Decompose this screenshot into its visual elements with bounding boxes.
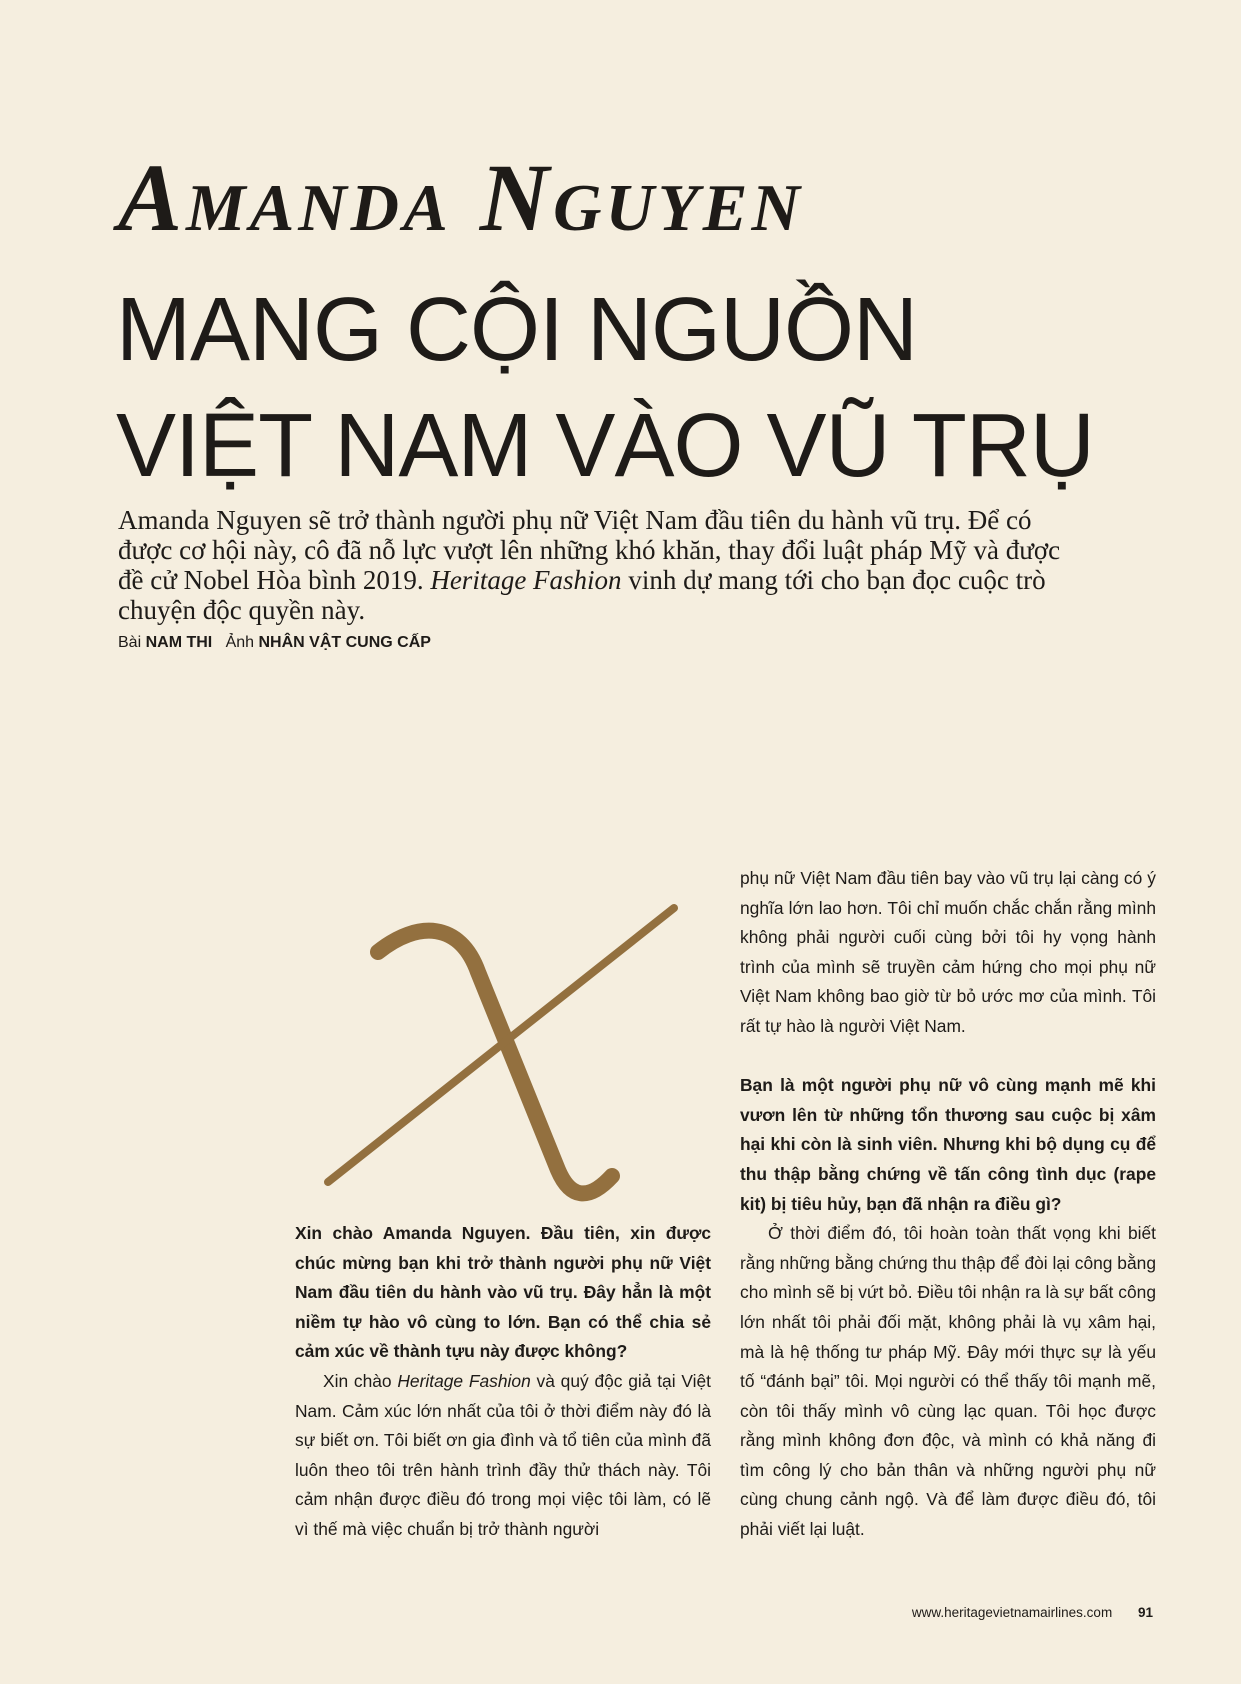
interview-answer-2: Ở thời điểm đó, tôi hoàn toàn thất vọng khi biết rằng những bằng chứng thu thập để đòi lại công bằng cho mình sẽ bị vứt bỏ. Điều tôi nhận ra là sự bất công lớn nhất tôi phải đối mặt, không phải là vụ xâm hại, mà là hệ thống tư pháp Mỹ. Đây mới thực sự là yếu tố “đánh bại” tôi. Mọi người có thể thấy tôi mạnh mẽ, còn tôi thấy mình vô cùng lạc quan. Tôi học được rằng mình không đơn độc, và mình có khả năng đi tìm công lý cho bản thân và những người phụ nữ cùng chung cảnh ngộ. Và để làm được điều đó, tôi phải viết lại luật. bbox=[740, 1223, 1156, 1540]
byline-author-label: Bài bbox=[118, 634, 142, 651]
column-right bbox=[740, 864, 1156, 1545]
footer-url: www.heritagevietnamairlines.com bbox=[911, 1605, 1113, 1620]
answer-1-italic-publication: Heritage Fashion bbox=[397, 1370, 531, 1391]
lede-text-2: vinh dự mang tới cho bạn đọc cuộc trò chuyện độc quyền này. bbox=[118, 565, 1046, 625]
title-main-line-1: MANG CỘI NGUỒN bbox=[116, 280, 918, 380]
lede-italic-publication: Heritage Fashion bbox=[430, 565, 622, 595]
page-footer bbox=[912, 1605, 1153, 1620]
title-main-line-2: VIỆT NAM VÀO VŨ TRỤ bbox=[116, 396, 1094, 496]
interview-answer-1-continued: phụ nữ Việt Nam đầu tiên bay vào vũ trụ lại càng có ý nghĩa lớn lao hơn. Tôi chỉ muốn chắc chắn rằng mình không phải người cuối cùng bởi tôi hy vọng hành trình của mình sẽ truyền cảm hứng cho mọi phụ nữ Việt Nam không bao giờ từ bỏ ước mơ của mình. Tôi rất tự hào là người Việt Nam. bbox=[740, 868, 1156, 1036]
byline bbox=[118, 633, 431, 653]
byline-photo-label: Ảnh bbox=[225, 634, 255, 651]
page-number: 91 bbox=[1137, 1605, 1153, 1620]
title-script-line: Amanda Nguyen bbox=[118, 144, 804, 251]
answer-1-text-b: và quý độc giả tại Việt Nam. Cảm xúc lớn nhất của tôi ở thời điểm này đó là sự biết ơn. Tôi biết ơn gia đình và tổ tiên của mình đã luôn theo tôi trên hành trình đầy thử thách này. Tôi cảm nhận được điều đó trong mọi việc tôi làm, có lẽ vì thế mà việc chuẩn bị trở thành người bbox=[295, 1370, 711, 1539]
dropcap-x bbox=[320, 890, 690, 1210]
title-main bbox=[116, 272, 1094, 504]
dropcap-letter: X bbox=[320, 890, 321, 891]
lede-paragraph bbox=[118, 505, 1078, 625]
byline-author: NAM THI bbox=[145, 634, 213, 651]
paragraph-spacer bbox=[740, 1042, 1156, 1072]
interview-answer-1 bbox=[295, 1367, 711, 1545]
answer-1-text-a: Xin chào bbox=[323, 1370, 398, 1391]
lede-text-1: Amanda Nguyen sẽ trở thành người phụ nữ Việt Nam đầu tiên du hành vũ trụ. Để có được cơ hội này, cô đã nỗ lực vượt lên những khó khăn, thay đổi luật pháp Mỹ và được đề cử Nobel Hòa bình 2019. bbox=[118, 505, 1061, 595]
column-left bbox=[295, 1219, 711, 1545]
interview-question-2: Bạn là một người phụ nữ vô cùng mạnh mẽ khi vươn lên từ những tổn thương sau cuộc bị xâm hại khi còn là sinh viên. Nhưng khi bộ dụng cụ để thu thập bằng chứng về tấn công tình dục (rape kit) bị tiêu hủy, bạn đã nhận ra điều gì? bbox=[740, 1075, 1156, 1214]
interview-question-1: Xin chào Amanda Nguyen. Đầu tiên, xin được chúc mừng bạn khi trở thành người phụ nữ Việt Nam đầu tiên du hành vào vũ trụ. Đây hẳn là một niềm tự hào vô cùng to lớn. Bạn có thể chia sẻ cảm xúc về thành tựu này được không? bbox=[295, 1223, 711, 1362]
byline-photo-credit: NHÂN VẬT CUNG CẤP bbox=[258, 634, 431, 651]
